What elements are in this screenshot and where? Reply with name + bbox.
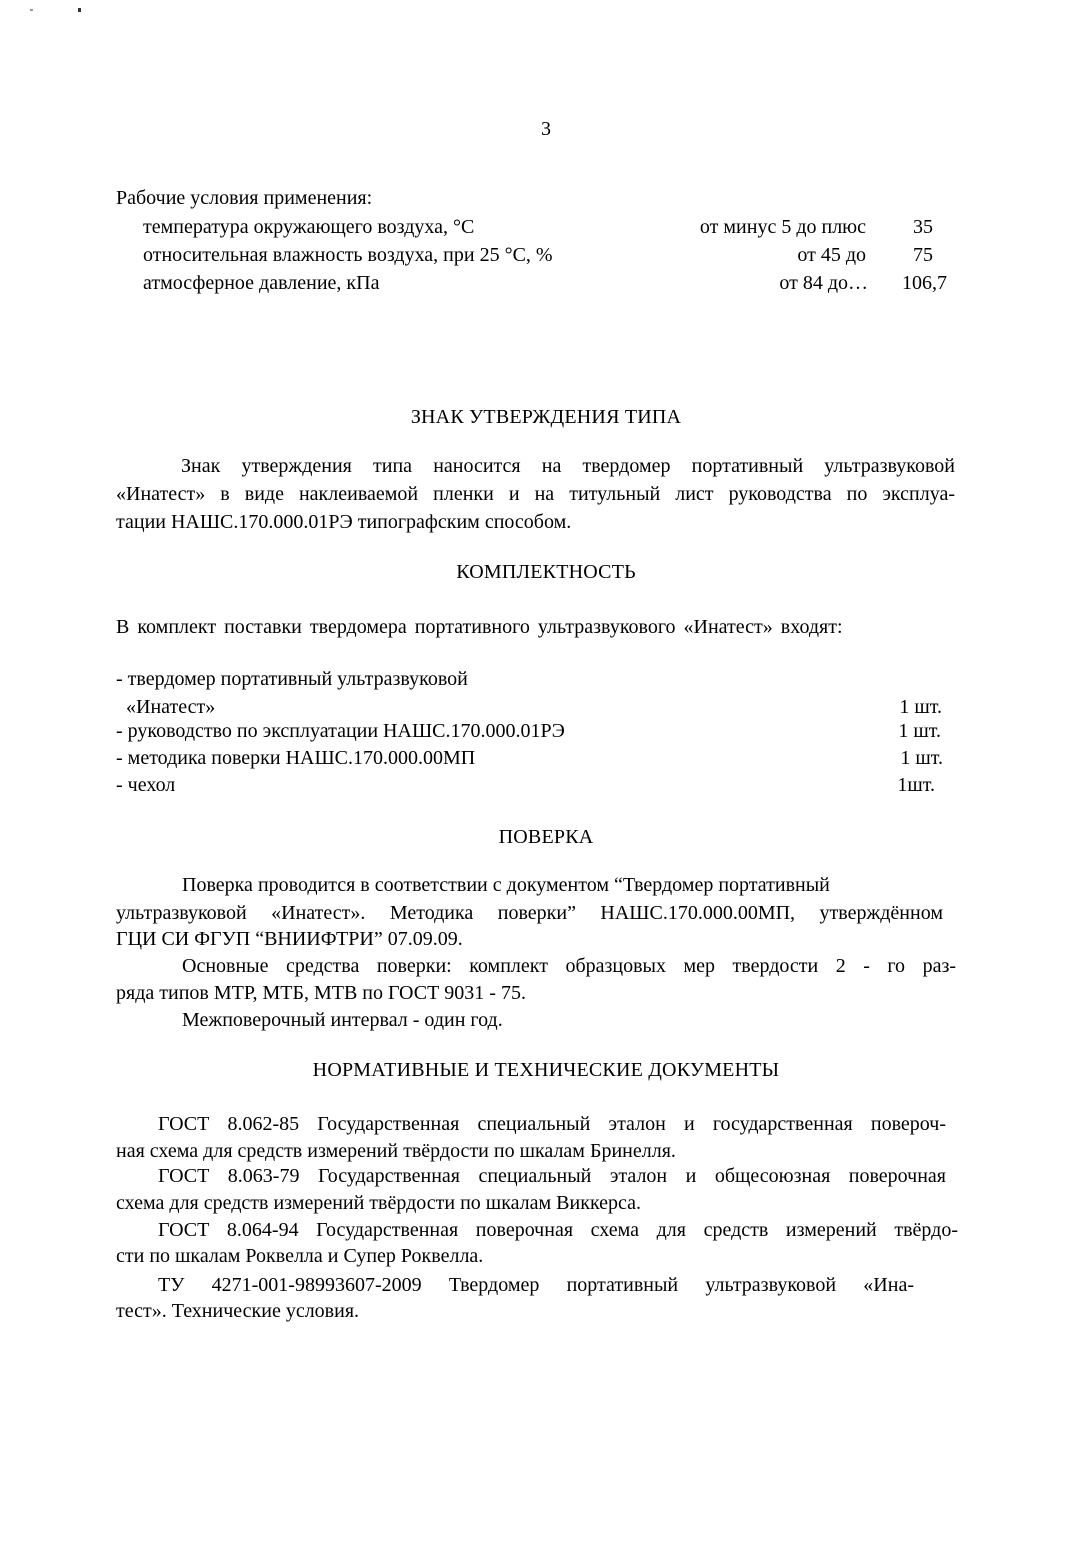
condition-label-humidity: относительная влажность воздуха, при 25 °С, % — [143, 244, 553, 266]
condition-label-pressure: атмосферное давление, кПа — [143, 272, 380, 294]
completeness-item-qty: 1шт. — [897, 774, 935, 796]
paragraph-line: ряда типов МТР, МТБ, МТВ по ГОСТ 9031 - 75. — [116, 982, 526, 1004]
scan-speck — [30, 9, 33, 11]
completeness-item-label: - руководство по эксплуатации НАШС.170.000.01РЭ — [116, 720, 565, 742]
condition-label-temperature: температура окружающего воздуха, °С — [143, 216, 475, 238]
completeness-item-qty: 1 шт. — [900, 747, 943, 769]
condition-value-humidity: 75 — [913, 244, 933, 266]
page-number: 3 — [541, 118, 551, 140]
condition-range-temperature: от минус 5 до плюс — [699, 216, 866, 238]
paragraph-line: сти по шкалам Роквелла и Супер Роквелла. — [116, 1245, 484, 1267]
condition-range-pressure: от 84 до… — [779, 272, 868, 294]
paragraph-line: Поверка проводится в соответствии с документом “Твердомер портативный — [182, 874, 830, 896]
section-heading-type-approval: ЗНАК УТВЕРЖДЕНИЯ ТИПА — [410, 406, 682, 428]
completeness-item-label: «Инатест» — [126, 696, 216, 718]
condition-value-pressure: 106,7 — [902, 272, 947, 294]
paragraph-line: Основные средства поверки: комплект образцовых мер твердости 2 - го раз- — [182, 955, 956, 977]
operating-conditions-title: Рабочие условия применения: — [116, 187, 373, 209]
paragraph-line: ГОСТ 8.063-79 Государственная специальный эталон и общесоюзная поверочная — [158, 1165, 946, 1187]
completeness-item-qty: 1 шт. — [898, 720, 941, 742]
section-heading-verification: ПОВЕРКА — [498, 826, 594, 848]
completeness-item-label: - методика поверки НАШС.170.000.00МП — [116, 747, 476, 769]
section-heading-completeness: КОМПЛЕКТНОСТЬ — [456, 561, 636, 583]
paragraph-line: ГОСТ 8.062-85 Государственная специальный эталон и государственная повероч- — [158, 1113, 946, 1135]
paragraph-line: схема для средств измерений твёрдости по шкалам Виккерса. — [116, 1192, 642, 1214]
paragraph-line: ультразвуковой «Инатест». Методика поверки” НАШС.170.000.00МП, утверждённом — [116, 902, 943, 924]
paragraph-line: Знак утверждения типа наносится на твердомер портативный ультразвуковой — [181, 455, 955, 477]
completeness-item-label: - твердомер портативный ультразвуковой — [116, 668, 468, 690]
paragraph-line: Межповерочный интервал - один год. — [182, 1009, 503, 1031]
completeness-intro: В комплект поставки твердомера портативного ультразвукового «Инатест» входят: — [116, 616, 843, 638]
paragraph-line: ГОСТ 8.064-94 Государственная поверочная схема для средств измерений твёрдо- — [158, 1219, 958, 1241]
paragraph-line: ГЦИ СИ ФГУП “ВНИИФТРИ” 07.09.09. — [116, 928, 463, 950]
completeness-item-qty: 1 шт. — [899, 696, 942, 718]
paragraph-line: тест». Технические условия. — [116, 1300, 360, 1322]
paragraph-line: тации НАШС.170.000.01РЭ типографским способом. — [116, 511, 572, 533]
condition-range-humidity: от 45 до — [797, 244, 866, 266]
paragraph-line: ная схема для средств измерений твёрдости по шкалам Бринелля. — [116, 1140, 676, 1162]
condition-value-temperature: 35 — [913, 216, 933, 238]
paragraph-line: «Инатест» в виде наклеиваемой пленки и на титульный лист руководства по эксплуа- — [116, 483, 955, 505]
section-heading-normative-documents: НОРМАТИВНЫЕ И ТЕХНИЧЕСКИЕ ДОКУМЕНТЫ — [312, 1059, 780, 1081]
paragraph-line: ТУ 4271-001-98993607-2009 Твердомер портативный ультразвуковой «Ина- — [158, 1274, 914, 1296]
scan-speck — [78, 8, 81, 12]
completeness-item-label: - чехол — [116, 774, 176, 796]
